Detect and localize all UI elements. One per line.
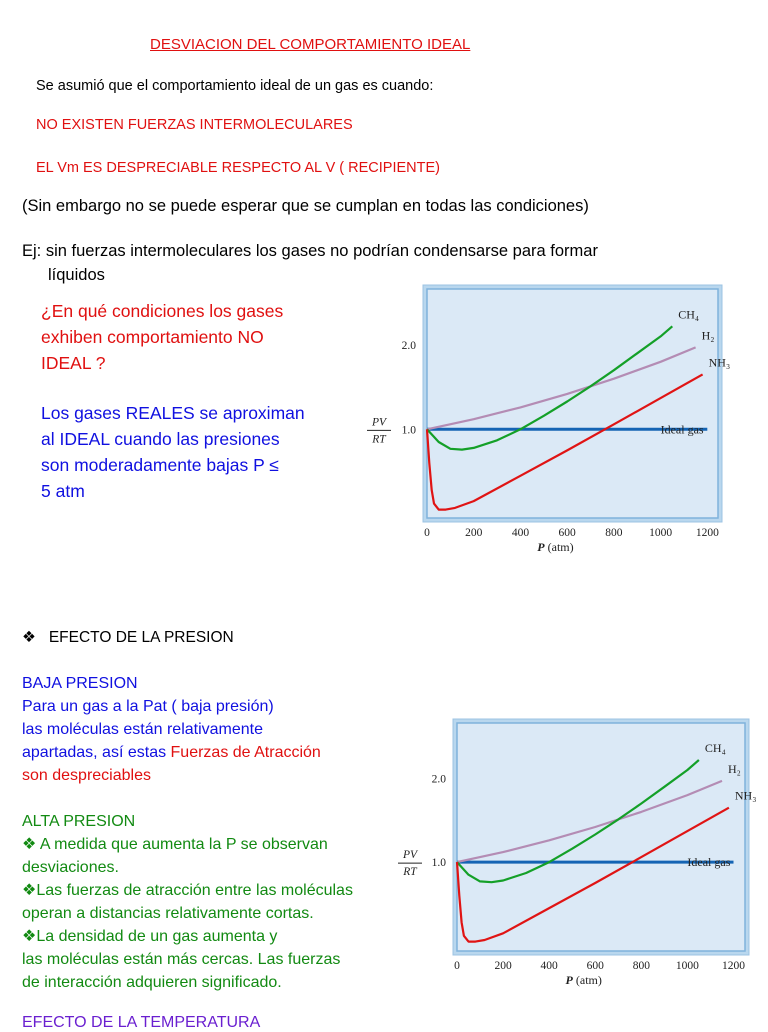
y-axis-label-numerator: PV: [402, 849, 418, 862]
low-pressure-heading: BAJA PRESION: [22, 675, 138, 692]
example-line-2: líquidos: [48, 266, 105, 284]
condition-vm-negligible: EL Vm ES DESPRECIABLE RESPECTO AL V ( RECIPIENTE): [36, 160, 440, 176]
x-axis-variable: P: [565, 973, 573, 987]
series-label-nh: NH₃: [734, 788, 757, 803]
x-tick-label: 400: [511, 527, 530, 539]
high-pressure-line: desviaciones.: [22, 859, 119, 876]
low-pressure-line: las moléculas están relativamente: [22, 721, 264, 738]
high-pressure-line: ❖La densidad de un gas aumenta y: [22, 928, 278, 945]
x-axis-label: [566, 973, 602, 987]
y-tick-label: 1.0: [431, 857, 446, 870]
high-pressure-line: ❖Las fuerzas de atracción entre las moléculas: [22, 882, 353, 899]
compressibility-chart-bottom: [393, 716, 763, 996]
series-label-ideal-gas: Ideal gas: [660, 422, 704, 437]
answer-line: Los gases REALES se aproximan: [41, 403, 305, 423]
low-pressure-line: [22, 741, 321, 764]
low-pressure-block: [22, 672, 321, 787]
high-pressure-line: ❖ A medida que aumenta la P se observan: [22, 836, 328, 853]
answer-line: 5 atm: [41, 481, 85, 501]
x-tick-label: 1200: [721, 960, 745, 972]
x-tick-label: 1000: [675, 960, 699, 972]
x-tick-label: 200: [494, 960, 512, 972]
plot-area: [427, 289, 718, 518]
plot-area: [457, 723, 745, 951]
intro-text: Se asumió que el comportamiento ideal de un gas es cuando:: [36, 78, 434, 94]
x-tick-label: 0: [454, 960, 460, 972]
x-axis-unit: (atm): [544, 540, 574, 554]
x-axis-label: [537, 540, 573, 554]
series-label-ch: CH₄: [678, 307, 700, 322]
y-tick-label: 1.0: [401, 424, 416, 437]
diamond-bullet-icon: ❖: [22, 629, 36, 646]
x-tick-label: 800: [632, 960, 650, 972]
series-label-ch: CH₄: [704, 740, 726, 755]
x-tick-label: 800: [605, 527, 623, 539]
x-tick-label: 400: [540, 960, 558, 972]
x-tick-label: 1200: [695, 527, 719, 539]
x-axis-variable: P: [537, 540, 545, 554]
high-pressure-heading: ALTA PRESION: [22, 813, 136, 830]
x-axis-unit: (atm): [572, 973, 602, 987]
answer-block: [41, 400, 305, 504]
high-pressure-line: las moléculas están más cercas. Las fuerzas: [22, 951, 341, 968]
answer-line: son moderadamente bajas P ≤: [41, 455, 279, 475]
series-label-ideal-gas: Ideal gas: [687, 855, 731, 870]
answer-line: al IDEAL cuando las presiones: [41, 429, 280, 449]
x-tick-label: 0: [424, 527, 430, 539]
series-label-h: H₂: [701, 328, 715, 343]
low-pressure-text: apartadas, así estas: [22, 744, 171, 761]
low-pressure-line: Para un gas a la Pat ( baja presión): [22, 698, 274, 715]
high-pressure-line: operan a distancias relativamente cortas.: [22, 905, 314, 922]
y-axis-label-denominator: RT: [372, 433, 386, 446]
question-line: ¿En qué condiciones los gases: [41, 301, 284, 321]
series-label-h: H₂: [727, 761, 741, 776]
x-tick-label: 200: [465, 527, 483, 539]
question-line: IDEAL ?: [41, 353, 106, 373]
section-temperature-heading: EFECTO DE LA TEMPERATURA: [22, 1014, 261, 1031]
question-block: [41, 298, 283, 376]
x-tick-label: 600: [558, 527, 576, 539]
example-line-1: Ej: sin fuerzas intermoleculares los gases no podrían condensarse para formar: [22, 242, 598, 260]
y-tick-label: 2.0: [431, 773, 446, 786]
high-pressure-block: [22, 810, 353, 994]
y-axis-label-denominator: RT: [403, 866, 417, 879]
y-axis-label-numerator: PV: [371, 416, 387, 429]
low-pressure-line: son despreciables: [22, 767, 151, 784]
note-text: (Sin embargo no se puede esperar que se cumplan en todas las condiciones): [22, 197, 589, 215]
x-tick-label: 600: [586, 960, 604, 972]
compressibility-chart-top: [362, 282, 738, 564]
section-pressure-heading: [22, 628, 234, 647]
page-title: DESVIACION DEL COMPORTAMIENTO IDEAL: [150, 36, 471, 53]
question-line: exhiben comportamiento NO: [41, 327, 264, 347]
high-pressure-line: de interacción adquieren significado.: [22, 974, 282, 991]
condition-no-forces: NO EXISTEN FUERZAS INTERMOLECULARES: [36, 117, 353, 133]
y-tick-label: 2.0: [401, 339, 416, 352]
x-tick-label: 1000: [649, 527, 673, 539]
section-pressure-title: EFECTO DE LA PRESION: [48, 629, 234, 646]
series-label-nh: NH₃: [708, 355, 731, 370]
attraction-forces-text: Fuerzas de Atracción: [170, 744, 321, 761]
